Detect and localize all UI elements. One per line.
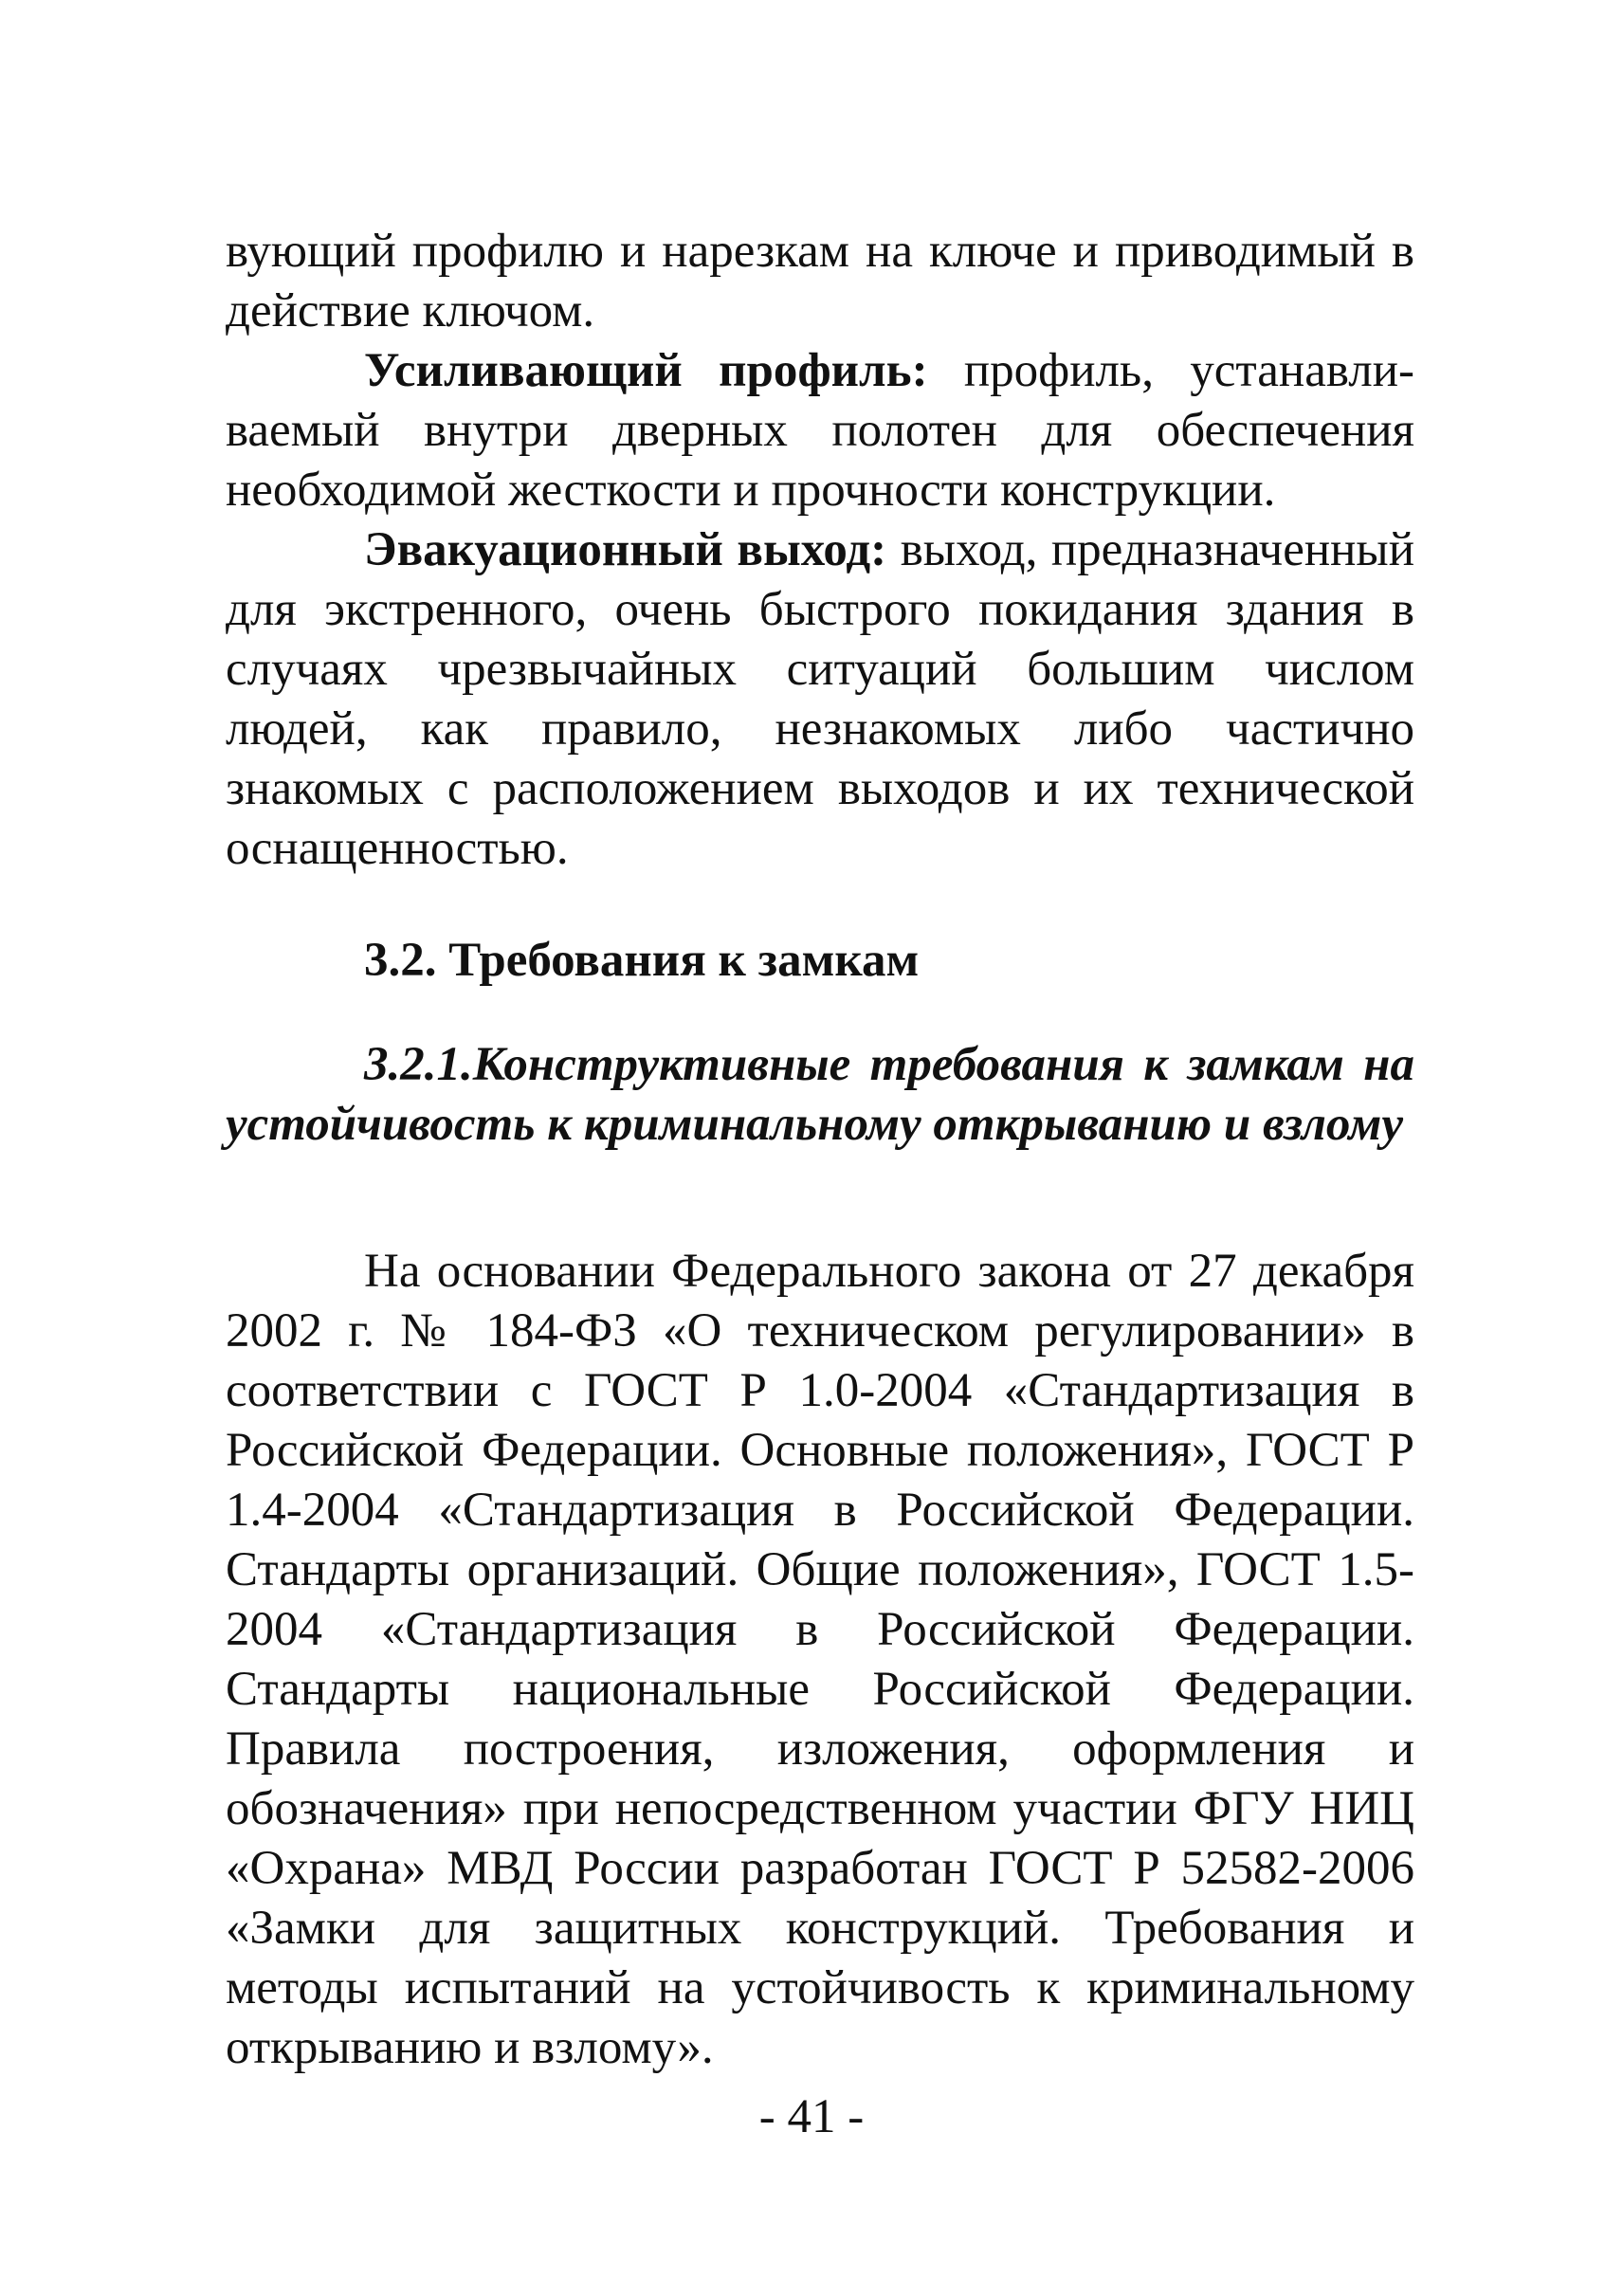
- definition-reinforcing-profile: [226, 341, 1414, 520]
- definitions-block: [226, 341, 1414, 879]
- definition-term: Эвакуационный выход:: [364, 523, 887, 576]
- definition-text: профиль, устанавливаемый внутри дверных полотен для обеспечения необходимой жесткости и прочности конструкции.: [226, 344, 1414, 517]
- page-number: - 41 -: [758, 2090, 865, 2143]
- definition-term: Усиливающий профиль:: [364, 344, 928, 397]
- definition-text: выход, предназначенный для экстренного, очень быстрого покидания здания в случаях чрезвычайных ситуаций большим числом людей, как правило, незнакомых либо частично знакомых с расположением выходов и их технической оснащенностью.: [226, 523, 1414, 875]
- definition-evacuation-exit: [226, 520, 1414, 879]
- body-paragraph: На основании Федерального закона от 27 декабря 2002 г. № 184-ФЗ «О техническом регулировании» в соответствии с ГОСТ Р 1.0-2004 «Стандартизация в Российской Федерации. Основные положения», ГОСТ Р 1.4-2004 «Стандартизация в Российской Федерации. Стандарты организаций. Общие положения», ГОСТ 1.5-2004 «Стандартизация в Российской Федерации. Стандарты национальные Российской Федерации. Правила построения, изложения, оформления и обозначения» при непосредственном участии ФГУ НИЦ «Охрана» МВД России разработан ГОСТ Р 52582-2006 «Замки для защитных конструкций. Требования и методы испытаний на устойчивость к криминальному открыванию и взлому».: [226, 1245, 1414, 2074]
- subsection-heading: 3.2.1.Конструктивные требования к замкам на устойчивость к криминальному открыванию и взлому: [226, 1038, 1414, 1151]
- continuation-paragraph: вующий профилю и нарезкам на ключе и приводимый в действие ключом.: [226, 225, 1414, 337]
- section-heading: 3.2. Требования к замкам: [364, 934, 920, 987]
